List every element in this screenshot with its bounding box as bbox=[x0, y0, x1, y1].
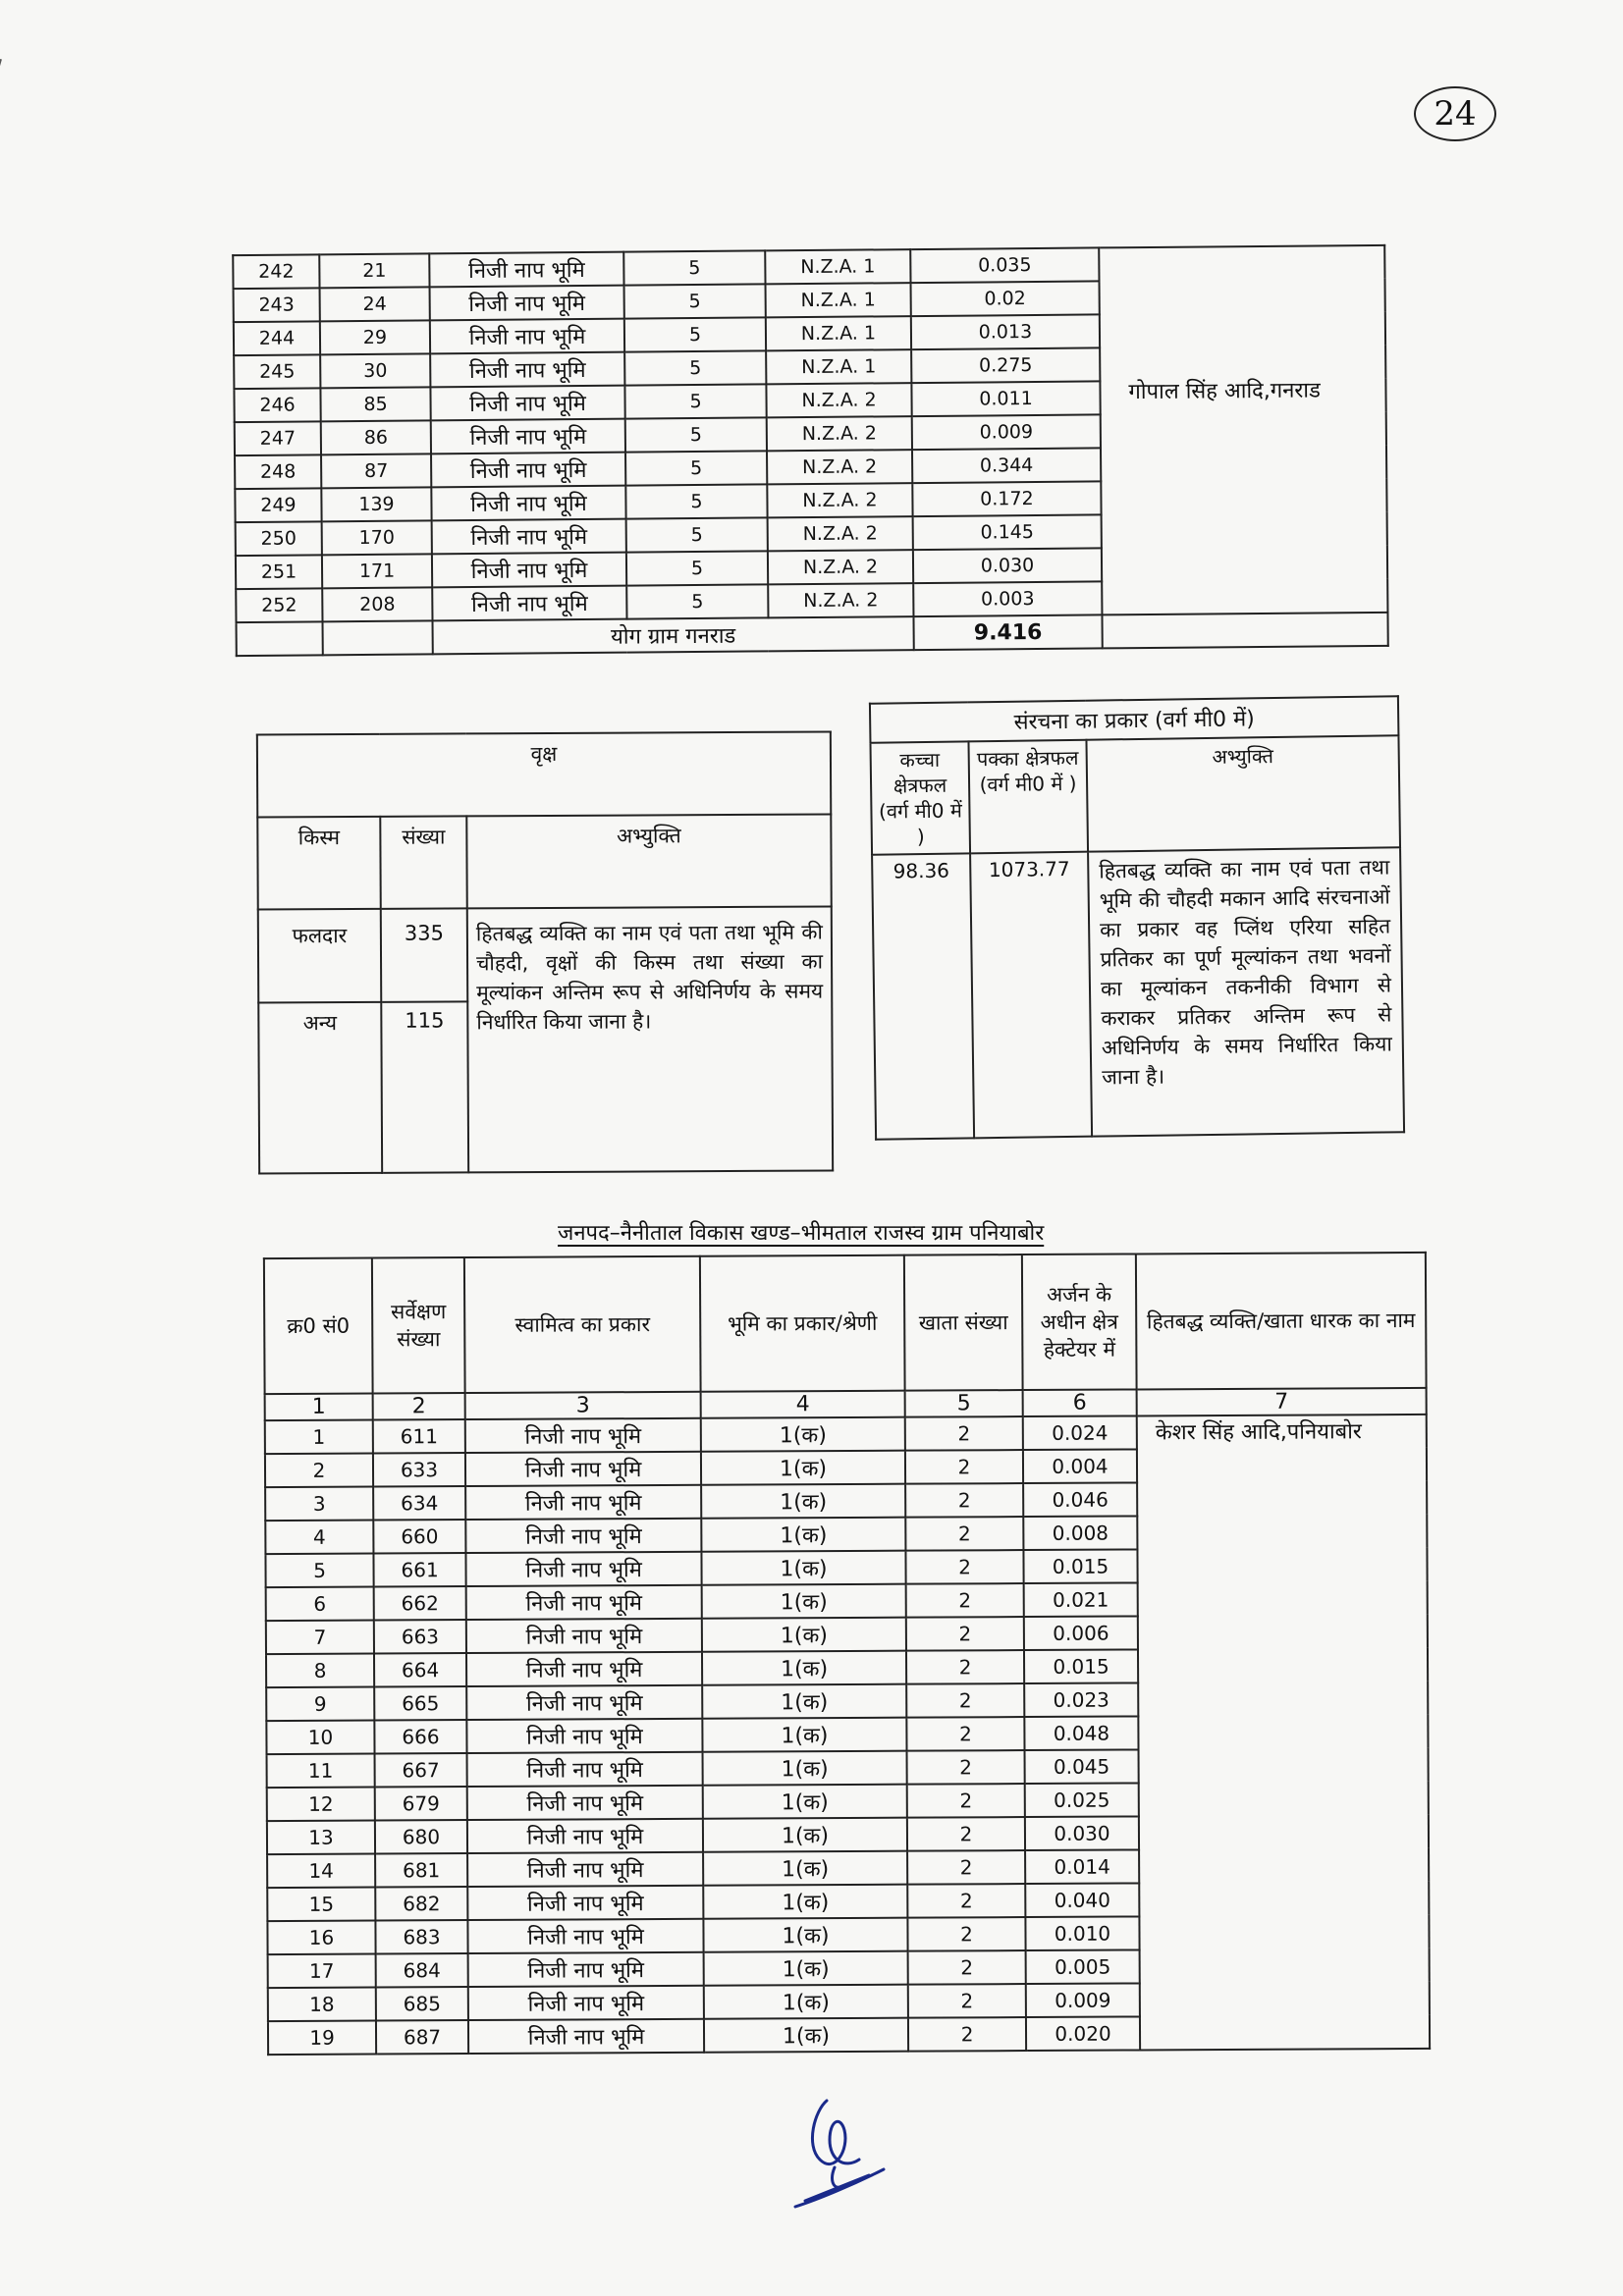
ownership-type: निजी नाप भूमि bbox=[466, 1585, 702, 1620]
area-hectare: 0.009 bbox=[1026, 1983, 1140, 2017]
area-hectare: 0.045 bbox=[1025, 1749, 1139, 1784]
land-category: 5 bbox=[624, 284, 766, 318]
empty-cell bbox=[237, 621, 323, 656]
khata-number: 2 bbox=[906, 1650, 1024, 1684]
ownership-type: निजी नाप भूमि bbox=[466, 1619, 702, 1653]
ownership-type: निजी नाप भूमि bbox=[465, 1519, 701, 1553]
khata-number: N.Z.A. 2 bbox=[768, 550, 913, 584]
area-hectare: 0.005 bbox=[1026, 1949, 1140, 1984]
land-category: 5 bbox=[625, 451, 767, 485]
ownership-type: निजी नाप भूमि bbox=[465, 1452, 701, 1486]
khata-number: 2 bbox=[905, 1450, 1023, 1484]
area-hectare: 0.004 bbox=[1023, 1449, 1137, 1483]
tree-count: 335 bbox=[381, 908, 467, 1001]
page-edge-shadow bbox=[0, 59, 2, 625]
survey-number: 681 bbox=[375, 1853, 467, 1887]
area-hectare: 0.021 bbox=[1024, 1582, 1138, 1617]
serial-number: 5 bbox=[265, 1554, 373, 1588]
area-hectare: 0.003 bbox=[913, 581, 1102, 616]
area-hectare: 0.020 bbox=[1026, 2016, 1140, 2051]
ownership-type: निजी नाप भूमि bbox=[431, 419, 625, 454]
serial-number: 3 bbox=[265, 1487, 373, 1522]
land-category: 1(क) bbox=[704, 2018, 908, 2053]
column-number: 4 bbox=[701, 1391, 905, 1418]
khata-number: 2 bbox=[907, 1884, 1025, 1918]
survey-number: 611 bbox=[373, 1419, 465, 1453]
survey-number: 29 bbox=[320, 320, 430, 354]
survey-number: 682 bbox=[375, 1887, 467, 1920]
khata-number: 2 bbox=[908, 2017, 1026, 2052]
land-category: 5 bbox=[623, 250, 765, 285]
land-category: 1(क) bbox=[703, 1918, 907, 1952]
land-category: 1(क) bbox=[701, 1551, 905, 1585]
tree-count: 115 bbox=[381, 1001, 468, 1172]
area-hectare: 0.010 bbox=[1025, 1916, 1139, 1950]
land-category: 1(क) bbox=[704, 1951, 908, 1986]
ownership-type: निजी नाप भूमि bbox=[465, 1418, 701, 1453]
page-number: 24 bbox=[1414, 86, 1496, 141]
signature bbox=[776, 2091, 893, 2218]
trees-col-remark: अभ्युक्ति bbox=[466, 814, 831, 908]
khata-number: 2 bbox=[906, 1583, 1024, 1618]
empty-cell bbox=[1102, 613, 1387, 649]
survey-number: 667 bbox=[375, 1753, 467, 1787]
land-category: 5 bbox=[624, 317, 766, 351]
land-category: 1(क) bbox=[702, 1718, 906, 1752]
survey-number: 87 bbox=[321, 454, 431, 488]
survey-number: 662 bbox=[374, 1586, 466, 1620]
area-hectare: 0.275 bbox=[911, 347, 1100, 383]
trees-table bbox=[256, 730, 834, 1174]
area-hectare: 0.02 bbox=[911, 281, 1100, 316]
land-category: 1(क) bbox=[701, 1417, 905, 1452]
structures-remark: हितबद्ध व्यक्ति का नाम एवं पता तथा भूमि की चौहदी मकान आदि संरचनाओं का प्रकार वह प्लिंथ एरिया सहित प्रतिकर का पूर्ण मूल्यांकन तथा भवनों का मूल्यांकन तकनीकी विभाग से कराकर प्रतिकर अन्तिम रूप से अधिनिर्णय के समय निर्धारित किया जाना है। bbox=[1088, 847, 1404, 1136]
khata-number: 2 bbox=[907, 1917, 1025, 1951]
survey-number: 86 bbox=[321, 420, 431, 454]
ownership-type: निजी नाप भूमि bbox=[467, 1886, 703, 1920]
land-category: 1(क) bbox=[703, 1785, 907, 1819]
column-number: 3 bbox=[465, 1392, 701, 1419]
structures-col-remark: अभ्युक्ति bbox=[1086, 735, 1400, 851]
pakka-area-value: 1073.77 bbox=[970, 852, 1092, 1139]
serial-number: 11 bbox=[267, 1754, 375, 1789]
holder-name: केशर सिंह आदि,पनियाबोर bbox=[1137, 1415, 1430, 2051]
area-hectare: 0.046 bbox=[1023, 1482, 1137, 1517]
land-category: 5 bbox=[625, 417, 767, 452]
serial-number: 13 bbox=[267, 1821, 375, 1855]
khata-number: 2 bbox=[907, 1784, 1025, 1818]
land-category: 1(क) bbox=[701, 1484, 905, 1519]
serial-number: 250 bbox=[236, 521, 322, 556]
table-row bbox=[265, 1415, 1427, 1454]
ownership-type: निजी नाप भूमि bbox=[431, 453, 625, 488]
ownership-type: निजी नाप भूमि bbox=[429, 252, 623, 288]
area-hectare: 0.011 bbox=[911, 381, 1100, 416]
empty-cell bbox=[323, 620, 433, 655]
khata-number: 2 bbox=[906, 1717, 1024, 1751]
khata-number: N.Z.A. 2 bbox=[768, 516, 913, 551]
kachcha-area-value: 98.36 bbox=[872, 853, 974, 1139]
serial-number: 17 bbox=[268, 1954, 376, 1989]
serial-number: 1 bbox=[265, 1420, 373, 1455]
khata-number: N.Z.A. 1 bbox=[766, 349, 911, 384]
survey-number: 663 bbox=[374, 1620, 466, 1653]
serial-number: 9 bbox=[266, 1687, 374, 1722]
trees-remark: हितबद्ध व्यक्ति का नाम एवं पता तथा भूमि की चौहदी, वृक्षों की किस्म तथा संख्या का मूल्यांकन अन्तिम रूप से अधिनिर्णय के समय निर्धारित किया जाना है। bbox=[467, 906, 833, 1172]
survey-number: 139 bbox=[321, 487, 431, 521]
serial-number: 2 bbox=[265, 1454, 373, 1488]
serial-number: 14 bbox=[267, 1854, 375, 1889]
village2-table bbox=[263, 1252, 1431, 2056]
ownership-type: निजी नाप भूमि bbox=[466, 1685, 702, 1720]
survey-number: 208 bbox=[322, 587, 432, 621]
area-hectare: 0.035 bbox=[910, 247, 1099, 283]
serial-number: 244 bbox=[234, 321, 320, 355]
ownership-type: निजी नाप भूमि bbox=[466, 1652, 702, 1686]
khata-number: N.Z.A. 1 bbox=[765, 249, 910, 284]
area-hectare: 0.023 bbox=[1024, 1682, 1138, 1717]
serial-number: 4 bbox=[265, 1521, 373, 1555]
column-number: 6 bbox=[1023, 1389, 1137, 1416]
ownership-type: निजी नाप भूमि bbox=[431, 486, 625, 521]
land-category: 5 bbox=[626, 517, 768, 552]
serial-number: 243 bbox=[234, 288, 320, 322]
area-hectare: 0.172 bbox=[912, 481, 1101, 516]
serial-number: 19 bbox=[268, 2021, 376, 2056]
land-category: 1(क) bbox=[704, 1985, 908, 2019]
header-row bbox=[264, 1253, 1427, 1394]
area-hectare: 0.025 bbox=[1025, 1783, 1139, 1817]
ownership-type: निजी नाप भूमि bbox=[432, 586, 626, 621]
survey-number: 679 bbox=[375, 1787, 467, 1820]
area-hectare: 0.030 bbox=[1025, 1816, 1139, 1850]
column-number: 2 bbox=[373, 1393, 465, 1419]
area-hectare: 0.344 bbox=[912, 448, 1101, 483]
khata-number: 2 bbox=[908, 1950, 1026, 1985]
serial-number: 10 bbox=[266, 1721, 374, 1755]
area-hectare: 0.024 bbox=[1023, 1415, 1137, 1450]
khata-number: 2 bbox=[906, 1683, 1024, 1718]
survey-number: 634 bbox=[373, 1486, 465, 1520]
khata-number: 2 bbox=[905, 1517, 1023, 1551]
khata-number: 2 bbox=[905, 1550, 1023, 1584]
table-row bbox=[233, 245, 1384, 289]
land-category: 5 bbox=[626, 584, 768, 618]
khata-number: 2 bbox=[908, 1984, 1026, 2018]
land-category: 1(क) bbox=[701, 1518, 905, 1552]
serial-number: 8 bbox=[266, 1654, 374, 1688]
area-hectare: 0.145 bbox=[913, 514, 1102, 550]
survey-number: 664 bbox=[374, 1653, 466, 1686]
ownership-type: निजी नाप भूमि bbox=[430, 319, 624, 354]
structures-col-kachcha: कच्चा क्षेत्रफल (वर्ग मी0 में ) bbox=[870, 741, 970, 854]
khata-number: N.Z.A. 2 bbox=[766, 383, 911, 417]
survey-number: 685 bbox=[376, 1987, 468, 2020]
column-number: 1 bbox=[265, 1394, 373, 1421]
ownership-type: निजी नाप भूमि bbox=[467, 1819, 703, 1853]
survey-number: 660 bbox=[373, 1520, 465, 1553]
column-header: सर्वेक्षण संख्या bbox=[372, 1257, 465, 1393]
ownership-type: निजी नाप भूमि bbox=[467, 1752, 703, 1787]
land-category: 1(क) bbox=[703, 1851, 907, 1886]
area-hectare: 0.006 bbox=[1024, 1616, 1138, 1650]
survey-number: 680 bbox=[375, 1820, 467, 1853]
land-category: 1(क) bbox=[702, 1651, 906, 1685]
ownership-type: निजी नाप भूमि bbox=[430, 386, 624, 421]
column-number: 7 bbox=[1137, 1388, 1427, 1416]
area-hectare: 0.030 bbox=[913, 548, 1102, 583]
land-category: 1(क) bbox=[703, 1885, 907, 1919]
survey-number: 24 bbox=[320, 287, 430, 321]
structures-table bbox=[869, 695, 1405, 1140]
khata-number: N.Z.A. 2 bbox=[767, 483, 912, 517]
land-category: 5 bbox=[625, 484, 767, 518]
survey-number: 21 bbox=[319, 253, 429, 288]
survey-number: 85 bbox=[320, 387, 430, 421]
serial-number: 252 bbox=[236, 588, 322, 622]
area-hectare: 0.013 bbox=[911, 314, 1100, 349]
total-label: योग ग्राम गनराड bbox=[432, 616, 913, 654]
survey-number: 687 bbox=[376, 2020, 468, 2054]
ownership-type: निजी नाप भूमि bbox=[468, 1952, 704, 1987]
survey-number: 683 bbox=[375, 1920, 467, 1953]
khata-number: N.Z.A. 1 bbox=[766, 316, 911, 350]
ownership-type: निजी नाप भूमि bbox=[432, 519, 626, 555]
tree-type: फलदार bbox=[258, 909, 381, 1003]
area-hectare: 0.040 bbox=[1025, 1883, 1139, 1917]
survey-number: 684 bbox=[376, 1953, 468, 1987]
khata-number: 2 bbox=[905, 1483, 1023, 1518]
trees-col-type: किस्म bbox=[257, 817, 380, 910]
serial-number: 245 bbox=[234, 354, 320, 389]
column-header: खाता संख्या bbox=[904, 1255, 1023, 1391]
trees-col-count: संख्या bbox=[380, 816, 466, 908]
land-category: 1(क) bbox=[703, 1818, 907, 1852]
serial-number: 7 bbox=[266, 1621, 374, 1655]
land-category: 1(क) bbox=[702, 1684, 906, 1719]
survey-number: 170 bbox=[322, 520, 432, 555]
land-category: 5 bbox=[624, 384, 766, 418]
ownership-type: निजी नाप भूमि bbox=[466, 1719, 702, 1753]
column-header: अर्जन के अधीन क्षेत्र हेक्टेयर में bbox=[1022, 1254, 1137, 1390]
khata-number: 2 bbox=[907, 1850, 1025, 1885]
column-header: भूमि का प्रकार/श्रेणी bbox=[700, 1255, 905, 1392]
serial-number: 248 bbox=[235, 454, 321, 489]
ownership-type: निजी नाप भूमि bbox=[468, 2019, 704, 2054]
ownership-type: निजी नाप भूमि bbox=[430, 286, 624, 321]
survey-number: 666 bbox=[374, 1720, 466, 1753]
khata-number: N.Z.A. 2 bbox=[767, 450, 912, 484]
khata-number: 2 bbox=[905, 1416, 1023, 1451]
ownership-type: निजी नाप भूमि bbox=[467, 1919, 703, 1953]
survey-number: 633 bbox=[373, 1453, 465, 1486]
tree-type: अन्य bbox=[258, 1002, 382, 1174]
village1-table bbox=[232, 244, 1389, 657]
survey-number: 661 bbox=[373, 1553, 465, 1586]
serial-number: 249 bbox=[235, 488, 321, 522]
ownership-type: निजी नाप भूमि bbox=[432, 553, 626, 588]
column-header: स्वामित्व का प्रकार bbox=[464, 1256, 701, 1393]
ownership-type: निजी नाप भूमि bbox=[467, 1852, 703, 1887]
land-category: 5 bbox=[624, 350, 766, 385]
land-category: 5 bbox=[626, 551, 768, 585]
ownership-type: निजी नाप भूमि bbox=[468, 1986, 704, 2020]
column-header: क्र0 सं0 bbox=[264, 1258, 373, 1395]
land-category: 1(क) bbox=[702, 1584, 906, 1619]
serial-number: 6 bbox=[266, 1587, 374, 1622]
area-hectare: 0.048 bbox=[1024, 1716, 1138, 1750]
ownership-type: निजी नाप भूमि bbox=[430, 352, 624, 388]
survey-number: 30 bbox=[320, 353, 430, 388]
khata-number: N.Z.A. 1 bbox=[766, 283, 911, 317]
ownership-type: निजी नाप भूमि bbox=[467, 1786, 703, 1820]
survey-number: 665 bbox=[374, 1686, 466, 1720]
total-value: 9.416 bbox=[913, 614, 1102, 650]
khata-number: N.Z.A. 2 bbox=[767, 416, 912, 451]
khata-number: N.Z.A. 2 bbox=[768, 583, 913, 617]
area-hectare: 0.015 bbox=[1023, 1549, 1137, 1583]
trees-title: वृक्ष bbox=[257, 731, 831, 817]
khata-number: 2 bbox=[906, 1617, 1024, 1651]
ownership-type: निजी नाप भूमि bbox=[465, 1552, 701, 1586]
khata-number: 2 bbox=[907, 1817, 1025, 1851]
serial-number: 18 bbox=[268, 1988, 376, 2022]
serial-number: 247 bbox=[235, 421, 321, 455]
serial-number: 242 bbox=[233, 254, 319, 289]
serial-number: 12 bbox=[267, 1788, 375, 1822]
structures-title: संरचना का प्रकार (वर्ग मी0 में) bbox=[870, 696, 1399, 743]
structures-col-pakka: पक्का क्षेत्रफल (वर्ग मी0 में ) bbox=[968, 740, 1088, 854]
serial-number: 251 bbox=[236, 555, 322, 589]
land-category: 1(क) bbox=[702, 1618, 906, 1652]
holder-name: गोपाल सिंह आदि,गनराड bbox=[1099, 245, 1387, 615]
khata-number: 2 bbox=[907, 1750, 1025, 1785]
section-heading: जनपद–नैनीताल विकास खण्ड–भीमताल राजस्व ग्राम पनियाबोर bbox=[558, 1221, 1045, 1246]
area-hectare: 0.015 bbox=[1024, 1649, 1138, 1683]
area-hectare: 0.008 bbox=[1023, 1516, 1137, 1550]
column-number: 5 bbox=[905, 1390, 1023, 1417]
area-hectare: 0.014 bbox=[1025, 1849, 1139, 1884]
land-category: 1(क) bbox=[701, 1451, 905, 1485]
land-category: 1(क) bbox=[703, 1751, 907, 1786]
serial-number: 15 bbox=[267, 1888, 375, 1922]
survey-number: 171 bbox=[322, 554, 432, 588]
serial-number: 16 bbox=[267, 1921, 375, 1955]
ownership-type: निजी नाप भूमि bbox=[465, 1485, 701, 1520]
column-header: हितबद्ध व्यक्ति/खाता धारक का नाम bbox=[1136, 1253, 1427, 1390]
serial-number: 246 bbox=[234, 388, 320, 422]
area-hectare: 0.009 bbox=[912, 414, 1101, 450]
